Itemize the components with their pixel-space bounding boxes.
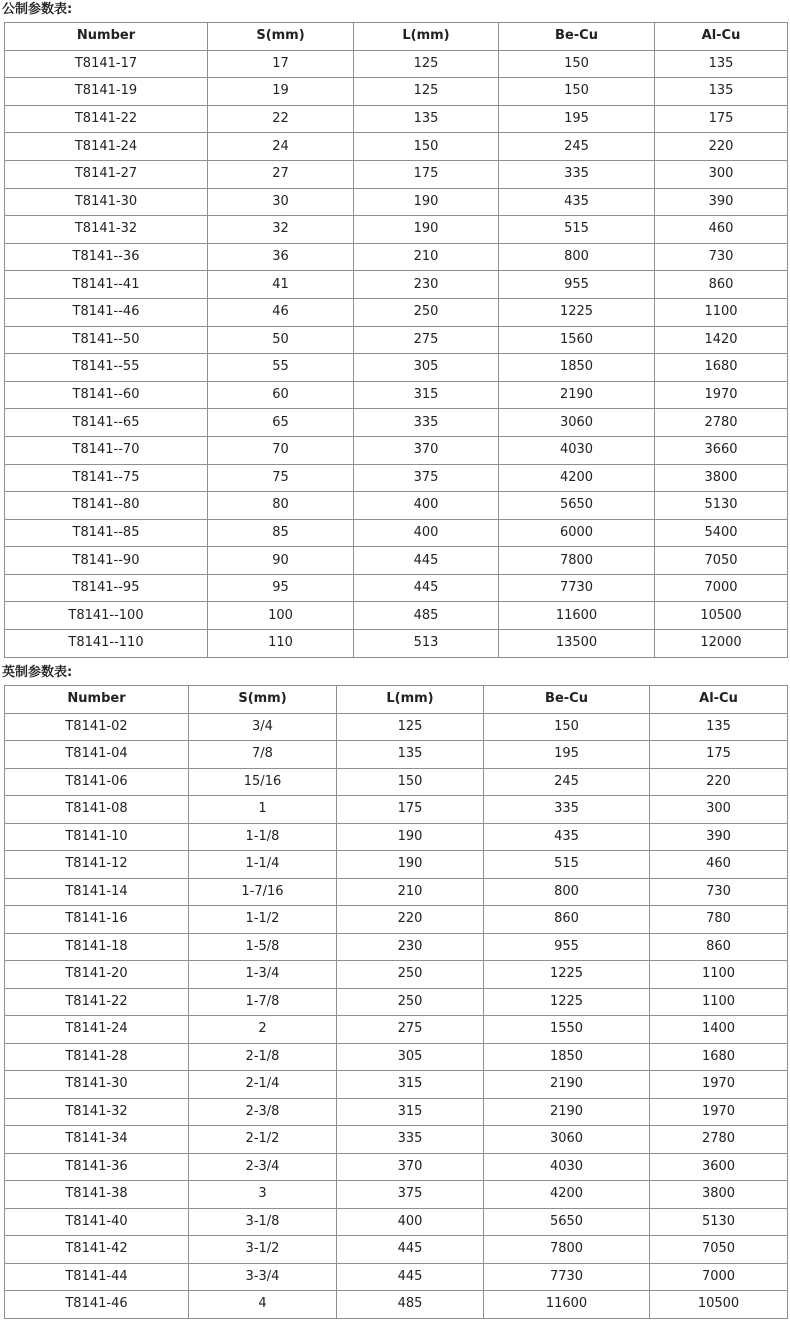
column-header: Al-Cu [655, 23, 788, 51]
table-cell: 7/8 [189, 741, 337, 769]
table-cell: 860 [655, 271, 788, 299]
table-cell: 190 [354, 216, 499, 244]
table-cell: 1225 [499, 298, 655, 326]
table-cell: 3 [189, 1181, 337, 1209]
table-cell: 22 [208, 105, 354, 133]
table-cell: 7730 [484, 1263, 650, 1291]
table-cell: 2780 [650, 1126, 788, 1154]
table-row [5, 1153, 788, 1181]
table-cell: 150 [484, 713, 650, 741]
table-cell: 1420 [655, 326, 788, 354]
table-row [5, 988, 788, 1016]
column-header: L(mm) [354, 23, 499, 51]
table-cell: 860 [650, 933, 788, 961]
table-cell: 400 [354, 492, 499, 520]
table-cell: 80 [208, 492, 354, 520]
table-cell: 3800 [650, 1181, 788, 1209]
column-header: Be-Cu [499, 23, 655, 51]
table-cell: 95 [208, 574, 354, 602]
table-cell: 400 [354, 519, 499, 547]
column-header: Be-Cu [484, 686, 650, 714]
table-row [5, 851, 788, 879]
table-cell: 3/4 [189, 713, 337, 741]
imperial-table-title: 英制参数表: [2, 665, 73, 680]
table-cell: 135 [354, 105, 499, 133]
table-cell: 1 [189, 796, 337, 824]
table-cell: 60 [208, 381, 354, 409]
table-cell: 36 [208, 243, 354, 271]
column-header: S(mm) [208, 23, 354, 51]
table-cell: 175 [650, 741, 788, 769]
table-cell: 27 [208, 160, 354, 188]
table-row [5, 464, 788, 492]
column-header: Number [5, 23, 208, 51]
table-cell: 5650 [499, 492, 655, 520]
table-cell: 15/16 [189, 768, 337, 796]
table-cell: 390 [650, 823, 788, 851]
table-row [5, 1181, 788, 1209]
table-cell: 2-3/8 [189, 1098, 337, 1126]
table-cell: 19 [208, 78, 354, 106]
table-cell: 955 [484, 933, 650, 961]
table-cell: 315 [337, 1098, 484, 1126]
column-header: S(mm) [189, 686, 337, 714]
table-row [5, 271, 788, 299]
table-cell: T8141-42 [5, 1236, 189, 1264]
table-cell: T8141-24 [5, 1016, 189, 1044]
table-cell: 17 [208, 50, 354, 78]
table-cell: 150 [337, 768, 484, 796]
table-cell: 110 [208, 630, 354, 658]
table-cell: 250 [337, 961, 484, 989]
table-cell: T8141-19 [5, 78, 208, 106]
table-cell: T8141-18 [5, 933, 189, 961]
table-cell: 3-3/4 [189, 1263, 337, 1291]
table-row [5, 492, 788, 520]
table-cell: T8141--70 [5, 436, 208, 464]
table-cell: 195 [484, 741, 650, 769]
table-cell: 10500 [655, 602, 788, 630]
table-cell: 370 [337, 1153, 484, 1181]
table-cell: 3800 [655, 464, 788, 492]
table-row [5, 796, 788, 824]
table-cell: 11600 [484, 1291, 650, 1319]
table-cell: 175 [655, 105, 788, 133]
table-row [5, 216, 788, 244]
table-cell: T8141--110 [5, 630, 208, 658]
table-cell: 315 [354, 381, 499, 409]
table-row [5, 878, 788, 906]
table-cell: 4 [189, 1291, 337, 1319]
table-cell: 730 [650, 878, 788, 906]
table-cell: T8141-32 [5, 1098, 189, 1126]
table-cell: 7800 [499, 547, 655, 575]
table-row [5, 519, 788, 547]
table-cell: 6000 [499, 519, 655, 547]
table-row [5, 243, 788, 271]
table-row [5, 1263, 788, 1291]
table-cell: T8141-46 [5, 1291, 189, 1319]
table-cell: 2-1/4 [189, 1071, 337, 1099]
table-row [5, 933, 788, 961]
table-cell: 955 [499, 271, 655, 299]
table-cell: T8141--41 [5, 271, 208, 299]
table-cell: 125 [354, 50, 499, 78]
table-cell: 125 [354, 78, 499, 106]
table-cell: 400 [337, 1208, 484, 1236]
table-cell: 1560 [499, 326, 655, 354]
table-row [5, 1291, 788, 1319]
table-cell: T8141-44 [5, 1263, 189, 1291]
table-cell: T8141-12 [5, 851, 189, 879]
table-cell: 1-3/4 [189, 961, 337, 989]
table-row [5, 105, 788, 133]
table-cell: T8141-38 [5, 1181, 189, 1209]
table-cell: 4030 [484, 1153, 650, 1181]
table-cell: 1970 [655, 381, 788, 409]
table-cell: 780 [650, 906, 788, 934]
table-row [5, 133, 788, 161]
table-cell: T8141--65 [5, 409, 208, 437]
table-cell: T8141-22 [5, 105, 208, 133]
table-cell: 445 [337, 1236, 484, 1264]
table-cell: 55 [208, 354, 354, 382]
table-cell: T8141-20 [5, 961, 189, 989]
table-cell: 2190 [499, 381, 655, 409]
table-cell: T8141--85 [5, 519, 208, 547]
table-row [5, 1126, 788, 1154]
table-cell: 3060 [484, 1126, 650, 1154]
table-cell: 7050 [655, 547, 788, 575]
imperial-spec-table [4, 685, 788, 1319]
table-row [5, 1016, 788, 1044]
table-cell: 2-3/4 [189, 1153, 337, 1181]
table-cell: T8141--55 [5, 354, 208, 382]
table-cell: 220 [337, 906, 484, 934]
table-cell: T8141-30 [5, 1071, 189, 1099]
table-row [5, 326, 788, 354]
table-cell: 1225 [484, 988, 650, 1016]
table-row [5, 574, 788, 602]
table-cell: 135 [655, 50, 788, 78]
table-row [5, 741, 788, 769]
table-cell: 445 [337, 1263, 484, 1291]
table-cell: 7730 [499, 574, 655, 602]
table-cell: 435 [499, 188, 655, 216]
table-cell: 1-7/8 [189, 988, 337, 1016]
table-cell: T8141-22 [5, 988, 189, 1016]
metric-table-title: 公制参数表: [2, 2, 73, 17]
table-cell: 800 [499, 243, 655, 271]
table-cell: 195 [499, 105, 655, 133]
table-cell: 50 [208, 326, 354, 354]
table-cell: 7000 [650, 1263, 788, 1291]
table-cell: 5130 [650, 1208, 788, 1236]
table-cell: 1-5/8 [189, 933, 337, 961]
header-row [5, 686, 788, 714]
table-cell: 435 [484, 823, 650, 851]
table-cell: 175 [337, 796, 484, 824]
table-cell: 7800 [484, 1236, 650, 1264]
table-cell: 375 [354, 464, 499, 492]
table-cell: 7050 [650, 1236, 788, 1264]
table-cell: T8141-27 [5, 160, 208, 188]
table-cell: 390 [655, 188, 788, 216]
table-row [5, 602, 788, 630]
table-row [5, 409, 788, 437]
table-cell: 220 [655, 133, 788, 161]
table-cell: 7000 [655, 574, 788, 602]
table-cell: T8141-32 [5, 216, 208, 244]
table-cell: 220 [650, 768, 788, 796]
header-row [5, 23, 788, 51]
table-row [5, 547, 788, 575]
column-header: Number [5, 686, 189, 714]
table-cell: 1970 [650, 1071, 788, 1099]
table-row [5, 823, 788, 851]
table-cell: 335 [354, 409, 499, 437]
table-cell: 70 [208, 436, 354, 464]
table-cell: T8141--100 [5, 602, 208, 630]
table-cell: 335 [337, 1126, 484, 1154]
column-header: Al-Cu [650, 686, 788, 714]
table-cell: 1680 [650, 1043, 788, 1071]
table-row [5, 1208, 788, 1236]
table-cell: T8141-08 [5, 796, 189, 824]
table-row [5, 298, 788, 326]
table-cell: 250 [337, 988, 484, 1016]
table-row [5, 381, 788, 409]
table-cell: T8141-04 [5, 741, 189, 769]
table-cell: 1970 [650, 1098, 788, 1126]
table-cell: 3060 [499, 409, 655, 437]
table-cell: 460 [655, 216, 788, 244]
table-cell: 3-1/2 [189, 1236, 337, 1264]
table-row [5, 1098, 788, 1126]
table-cell: 1-1/4 [189, 851, 337, 879]
table-row [5, 630, 788, 658]
table-cell: T8141-24 [5, 133, 208, 161]
table-cell: 1400 [650, 1016, 788, 1044]
table-cell: 485 [337, 1291, 484, 1319]
table-cell: T8141--60 [5, 381, 208, 409]
table-row [5, 78, 788, 106]
table-cell: 1100 [650, 988, 788, 1016]
table-cell: T8141--75 [5, 464, 208, 492]
table-cell: 860 [484, 906, 650, 934]
table-row [5, 1236, 788, 1264]
table-cell: 1-7/16 [189, 878, 337, 906]
table-cell: 5400 [655, 519, 788, 547]
table-cell: 125 [337, 713, 484, 741]
table-cell: T8141-30 [5, 188, 208, 216]
table-row [5, 50, 788, 78]
table-row [5, 906, 788, 934]
table-cell: T8141--90 [5, 547, 208, 575]
table-cell: T8141--95 [5, 574, 208, 602]
table-cell: 1850 [484, 1043, 650, 1071]
table-cell: 12000 [655, 630, 788, 658]
table-cell: 515 [499, 216, 655, 244]
table-row [5, 1071, 788, 1099]
table-cell: 4200 [484, 1181, 650, 1209]
table-cell: 65 [208, 409, 354, 437]
table-cell: 32 [208, 216, 354, 244]
table-cell: 46 [208, 298, 354, 326]
table-cell: 730 [655, 243, 788, 271]
table-cell: T8141--80 [5, 492, 208, 520]
table-cell: 90 [208, 547, 354, 575]
table-cell: T8141--36 [5, 243, 208, 271]
table-cell: T8141-40 [5, 1208, 189, 1236]
table-cell: 3600 [650, 1153, 788, 1181]
table-cell: 24 [208, 133, 354, 161]
table-cell: 13500 [499, 630, 655, 658]
table-cell: 175 [354, 160, 499, 188]
table-cell: 210 [337, 878, 484, 906]
table-cell: 300 [650, 796, 788, 824]
table-cell: 375 [337, 1181, 484, 1209]
table-cell: 1550 [484, 1016, 650, 1044]
table-cell: 1-1/8 [189, 823, 337, 851]
table-cell: 2-1/2 [189, 1126, 337, 1154]
table-cell: T8141--46 [5, 298, 208, 326]
table-cell: 5650 [484, 1208, 650, 1236]
table-cell: 135 [655, 78, 788, 106]
table-cell: T8141-16 [5, 906, 189, 934]
table-cell: 10500 [650, 1291, 788, 1319]
table-cell: 245 [484, 768, 650, 796]
table-cell: 305 [354, 354, 499, 382]
table-cell: 515 [484, 851, 650, 879]
table-cell: T8141-10 [5, 823, 189, 851]
table-cell: 485 [354, 602, 499, 630]
table-cell: 275 [354, 326, 499, 354]
table-cell: 135 [650, 713, 788, 741]
table-cell: 4200 [499, 464, 655, 492]
table-cell: 370 [354, 436, 499, 464]
table-cell: 445 [354, 547, 499, 575]
table-cell: 315 [337, 1071, 484, 1099]
table-cell: 150 [499, 50, 655, 78]
table-cell: 2 [189, 1016, 337, 1044]
table-cell: T8141-06 [5, 768, 189, 796]
table-cell: 190 [354, 188, 499, 216]
table-cell: T8141--50 [5, 326, 208, 354]
table-cell: 3660 [655, 436, 788, 464]
table-cell: T8141-17 [5, 50, 208, 78]
table-cell: 445 [354, 574, 499, 602]
table-cell: 5130 [655, 492, 788, 520]
table-cell: 190 [337, 823, 484, 851]
table-cell: 335 [499, 160, 655, 188]
table-cell: 85 [208, 519, 354, 547]
table-cell: 75 [208, 464, 354, 492]
table-cell: 230 [337, 933, 484, 961]
table-cell: 245 [499, 133, 655, 161]
table-cell: 513 [354, 630, 499, 658]
table-cell: 275 [337, 1016, 484, 1044]
table-cell: 11600 [499, 602, 655, 630]
table-cell: 135 [337, 741, 484, 769]
table-cell: T8141-36 [5, 1153, 189, 1181]
table-cell: 210 [354, 243, 499, 271]
table-cell: 150 [354, 133, 499, 161]
table-cell: 4030 [499, 436, 655, 464]
metric-spec-table [4, 22, 788, 658]
table-cell: T8141-28 [5, 1043, 189, 1071]
table-cell: 100 [208, 602, 354, 630]
table-cell: T8141-34 [5, 1126, 189, 1154]
table-cell: 800 [484, 878, 650, 906]
table-cell: 460 [650, 851, 788, 879]
table-cell: 1100 [655, 298, 788, 326]
table-row [5, 961, 788, 989]
table-row [5, 768, 788, 796]
table-cell: 250 [354, 298, 499, 326]
table-row [5, 713, 788, 741]
table-cell: 230 [354, 271, 499, 299]
table-cell: T8141-14 [5, 878, 189, 906]
table-cell: 2190 [484, 1098, 650, 1126]
table-cell: 3-1/8 [189, 1208, 337, 1236]
table-cell: 30 [208, 188, 354, 216]
table-cell: T8141-02 [5, 713, 189, 741]
table-cell: 190 [337, 851, 484, 879]
table-row [5, 160, 788, 188]
table-cell: 2780 [655, 409, 788, 437]
table-cell: 41 [208, 271, 354, 299]
table-cell: 335 [484, 796, 650, 824]
table-cell: 2-1/8 [189, 1043, 337, 1071]
table-cell: 305 [337, 1043, 484, 1071]
table-cell: 1-1/2 [189, 906, 337, 934]
table-cell: 2190 [484, 1071, 650, 1099]
column-header: L(mm) [337, 686, 484, 714]
table-row [5, 1043, 788, 1071]
table-row [5, 436, 788, 464]
table-cell: 150 [499, 78, 655, 106]
table-cell: 300 [655, 160, 788, 188]
table-cell: 1225 [484, 961, 650, 989]
table-cell: 1100 [650, 961, 788, 989]
table-row [5, 188, 788, 216]
table-row [5, 354, 788, 382]
table-cell: 1850 [499, 354, 655, 382]
table-cell: 1680 [655, 354, 788, 382]
